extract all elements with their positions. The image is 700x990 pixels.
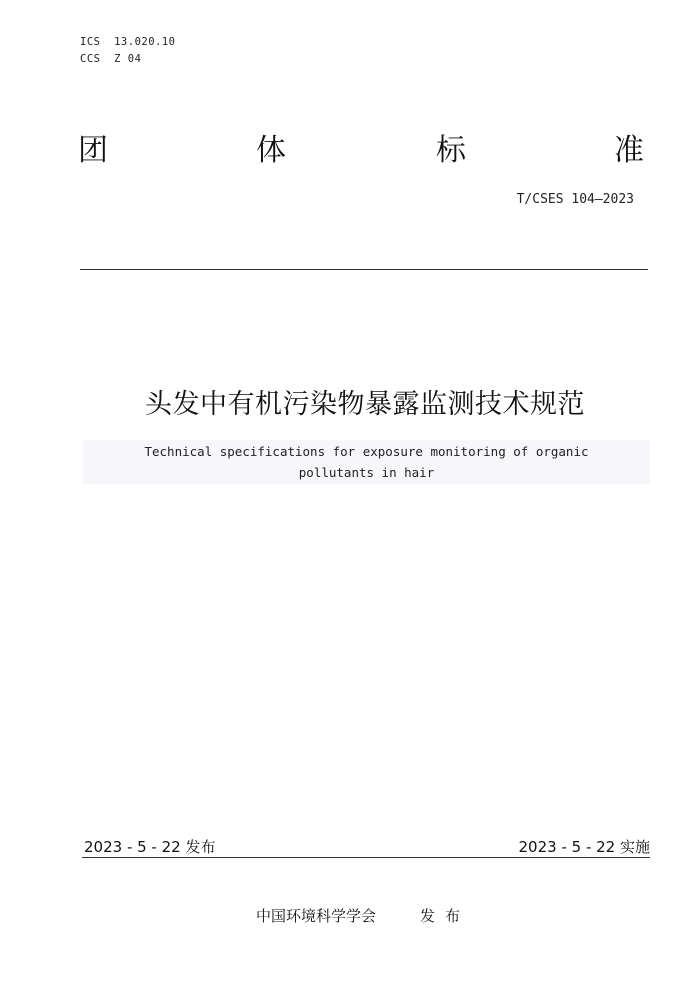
top-divider bbox=[80, 269, 648, 270]
ics-code: ICS 13.020.10 bbox=[80, 36, 176, 48]
bottom-divider bbox=[82, 857, 650, 858]
standard-type-char-3: 标 bbox=[436, 133, 466, 168]
standard-type-char-1: 团 bbox=[78, 133, 108, 168]
publisher-name: 中国环境科学学会 bbox=[256, 907, 377, 925]
implementation-date: 2023 - 5 - 22 实施 bbox=[518, 838, 650, 856]
document-title-english-line-1: Technical specifications for exposure monitoring of organic bbox=[144, 444, 589, 459]
publish-label: 发布 bbox=[420, 907, 471, 925]
standard-type-char-4: 准 bbox=[614, 133, 644, 168]
issue-date: 2023 - 5 - 22 发布 bbox=[84, 838, 216, 856]
document-title-chinese: 头发中有机污染物暴露监测技术规范 bbox=[145, 389, 585, 420]
standard-type-char-2: 体 bbox=[256, 133, 286, 168]
standard-number: T/CSES 104—2023 bbox=[516, 192, 634, 207]
ccs-code: CCS Z 04 bbox=[80, 53, 142, 65]
document-title-english-line-2: pollutants in hair bbox=[298, 465, 435, 480]
